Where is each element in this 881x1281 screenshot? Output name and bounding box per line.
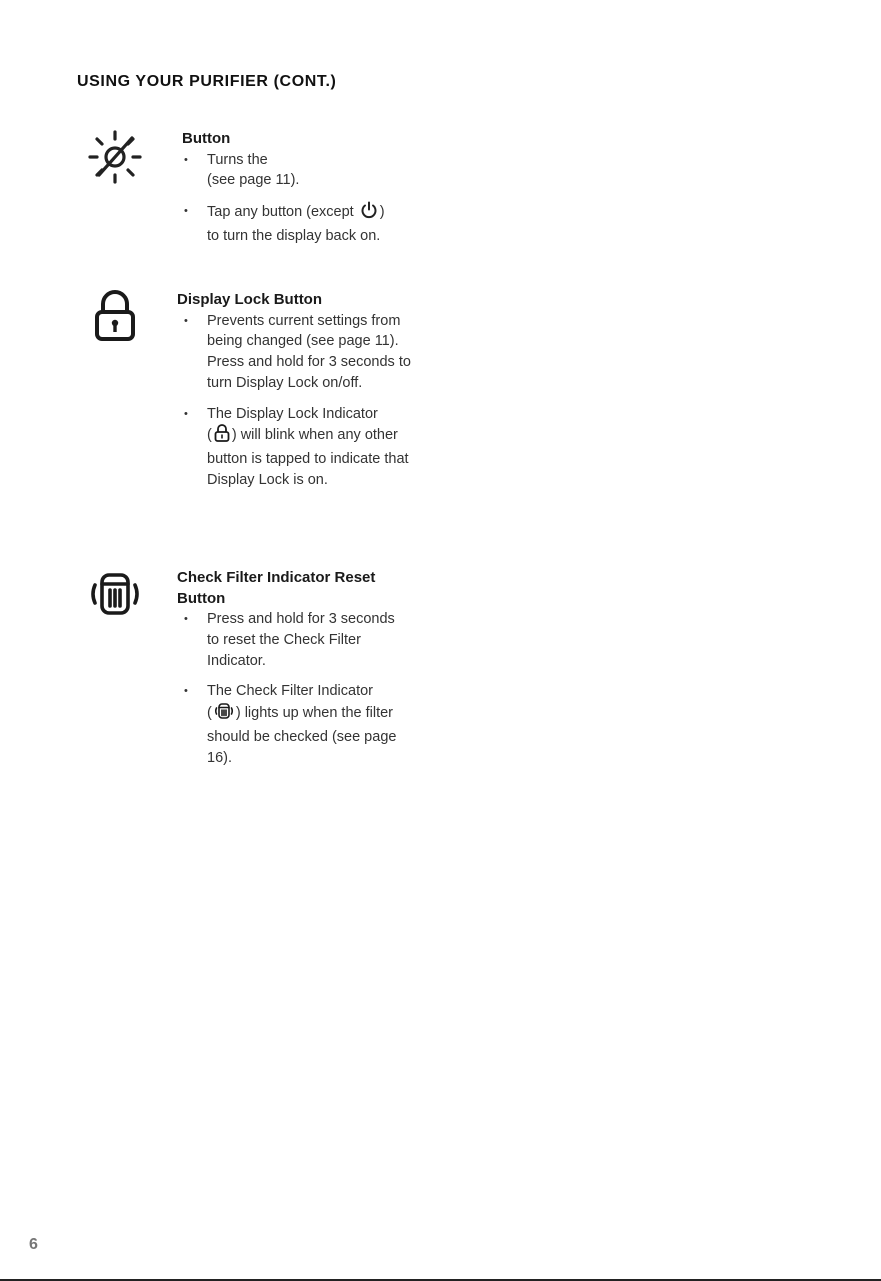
- bullet-text: The Check Filter Indicator: [207, 683, 374, 700]
- power-icon: [360, 201, 378, 226]
- filter-reset-section: [177, 568, 427, 769]
- bullet-text: Press and hold for 3 seconds to reset the Check Filter Indicator.: [207, 611, 395, 669]
- bullet-text: (see page 11).: [207, 172, 300, 189]
- section-title: [177, 568, 427, 609]
- title-line: Check Filter Indicator Reset: [177, 569, 376, 586]
- list-item: [177, 609, 397, 671]
- filter-reset-icon: [214, 702, 234, 727]
- display-lock-section: [177, 290, 427, 491]
- bullet-text: ) will blink when any other button is tapped to indicate that Display Lock is on.: [207, 427, 409, 489]
- bullet-text: Prevents current settings from being changed (see page 11). Press and hold for 3 seconds to turn Display Lock on/off.: [207, 312, 411, 391]
- display-off-icon: [88, 130, 142, 189]
- page-heading: USING YOUR PURIFIER (CONT.): [77, 73, 337, 90]
- bullet-text: ): [379, 204, 385, 221]
- bullet-text: to turn the display back on.: [207, 227, 381, 244]
- lock-icon: [214, 424, 230, 449]
- section-title: Display Lock Button: [177, 291, 323, 308]
- bullet-text: (: [207, 427, 212, 444]
- list-item: [177, 404, 412, 491]
- page-number: 6: [29, 1236, 38, 1253]
- display-off-section: [182, 129, 432, 247]
- bullet-text: Turns the: [207, 151, 268, 168]
- bullet-text: ) lights up when the filter should be checked (see page 16).: [207, 705, 397, 766]
- list-item: [177, 150, 432, 192]
- bullet-text: (: [207, 705, 212, 722]
- list-item: [177, 311, 412, 394]
- list-item: [177, 201, 432, 247]
- filter-reset-icon: [88, 570, 142, 623]
- lock-icon: [93, 290, 137, 347]
- section-title: Button: [182, 130, 231, 147]
- bullet-text: Tap any button (except: [207, 204, 354, 221]
- title-line: Button: [177, 589, 226, 607]
- bullet-text: The Display Lock Indicator: [207, 405, 378, 422]
- list-item: [177, 681, 397, 768]
